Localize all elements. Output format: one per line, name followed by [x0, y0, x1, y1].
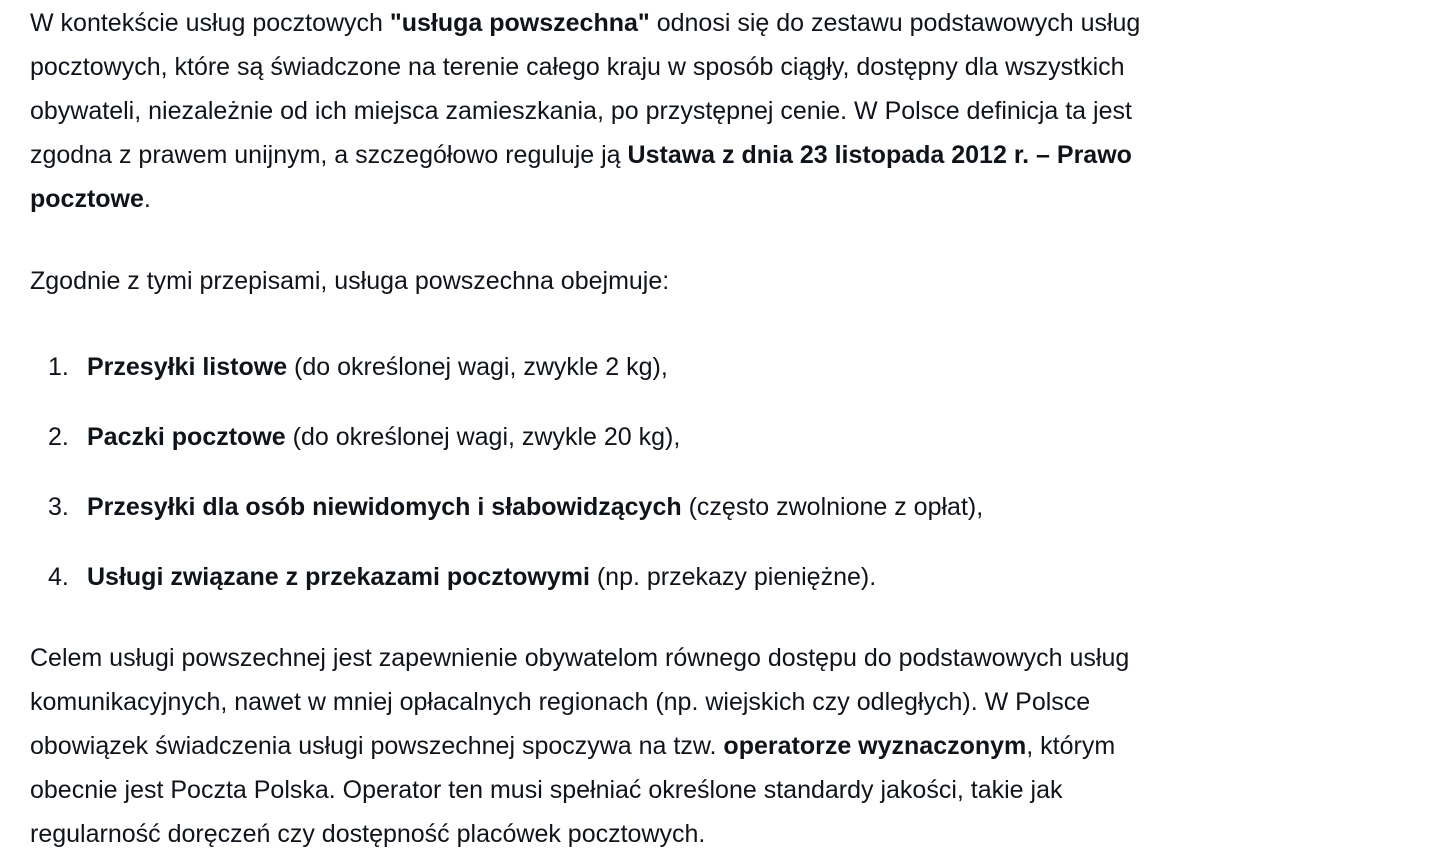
text-line	[30, 768, 1418, 812]
text-segment: pocztowych, które są świadczone na terenie całego kraju w sposób ciągły, dostępny dla wszystkich	[30, 53, 1125, 81]
bold-text-segment: Paczki pocztowe	[87, 423, 286, 451]
text-segment: .	[143, 185, 151, 213]
text-line	[30, 724, 1418, 768]
list-item-number: 2.	[48, 423, 69, 451]
bold-text-segment: Przesyłki dla osób niewidomych i słabowidzących	[87, 493, 682, 521]
text-segment: (często zwolnione z opłat),	[681, 493, 984, 521]
text-segment: W kontekście usług pocztowych	[30, 9, 390, 37]
universal-service-list	[30, 345, 1418, 599]
list-item-paczki-pocztowe	[30, 415, 1418, 459]
text-line	[30, 133, 1418, 177]
list-item-number: 3.	[48, 493, 69, 521]
bold-text-segment: Ustawa z dnia 23 listopada 2012 r. – Prawo	[627, 141, 1132, 169]
text-segment: komunikacyjnych, nawet w mniej opłacalnych regionach (np. wiejskich czy odległych). W Polsce	[30, 688, 1091, 716]
text-segment: Celem usługi powszechnej jest zapewnienie obywatelom równego dostępu do podstawowych usług	[30, 644, 1130, 672]
list-item-number: 4.	[48, 563, 69, 591]
text-segment: , którym	[1026, 732, 1116, 760]
text-segment: (np. przekazy pieniężne).	[589, 563, 877, 591]
list-item-przesylki-listowe	[30, 345, 1418, 389]
list-item-text	[87, 345, 668, 389]
bold-text-segment: pocztowe	[30, 185, 144, 213]
bold-text-segment: "usługa powszechna"	[389, 9, 650, 37]
text-segment: obecnie jest Poczta Polska. Operator ten musi spełniać określone standardy jakości, takie jak	[30, 776, 1063, 804]
paragraph-intro	[30, 1, 1418, 221]
text-segment: (do określonej wagi, zwykle 20 kg),	[285, 423, 681, 451]
text-segment: obowiązek świadczenia usługi powszechnej spoczywa na tzw.	[30, 732, 724, 760]
paragraph-purpose	[30, 636, 1418, 856]
text-segment: zgodna z prawem unijnym, a szczegółowo reguluje ją	[30, 141, 628, 169]
text-segment: odnosi się do zestawu podstawowych usług	[649, 9, 1141, 37]
text-line	[30, 89, 1418, 133]
text-line	[30, 636, 1418, 680]
text-segment: obywateli, niezależnie od ich miejsca zamieszkania, po przystępnej cenie. W Polsce definicja ta jest	[30, 97, 1132, 125]
bold-text-segment: Usługi związane z przekazami pocztowymi	[87, 563, 590, 591]
text-line	[30, 177, 1418, 221]
text-line	[30, 812, 1418, 856]
bold-text-segment: Przesyłki listowe	[87, 353, 288, 381]
text-segment: (do określonej wagi, zwykle 2 kg),	[287, 353, 668, 381]
text-line	[30, 1, 1418, 45]
list-item-text	[87, 555, 876, 599]
list-item-przekazy-pocztowe	[30, 555, 1418, 599]
text-segment: Zgodnie z tymi przepisami, usługa powszechna obejmuje:	[30, 267, 670, 295]
text-line	[30, 680, 1418, 724]
list-item-przesylki-niewidomi	[30, 485, 1418, 529]
list-item-text	[87, 415, 680, 459]
paragraph-list-lead	[30, 259, 1418, 303]
text-line	[30, 45, 1418, 89]
text-segment: regularność doręczeń czy dostępność placówek pocztowych.	[30, 820, 706, 848]
bold-text-segment: operatorze wyznaczonym	[723, 732, 1027, 760]
list-item-text	[87, 485, 983, 529]
list-item-number: 1.	[48, 353, 69, 381]
